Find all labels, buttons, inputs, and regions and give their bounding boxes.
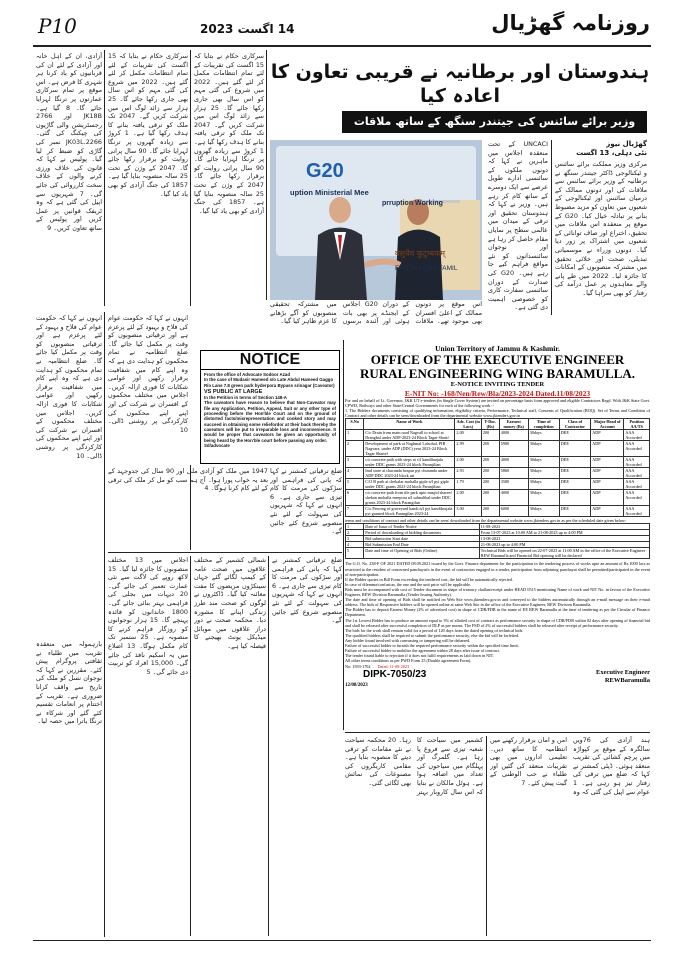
tender-table-cell: AAA Accorded [624,441,650,457]
tender-table-cell: Development of park at Naghmal Lalsohal, PIR Nagvara, under ADP (DDC) year 2023-24 Block Tagar Sharief [364,441,455,457]
col-header: Earnest money (Rs) [499,419,528,430]
schedule-cell: 11-08-2023 [479,524,649,530]
schedule-cell: Date and time of Opening of Bids (Online) [364,548,480,559]
news-photo [270,140,482,300]
tender-table-cell: 3.00 [455,506,481,517]
tender-table-cell: C/o Fencing of graveyard kandi n/l pyi kandiborjala pyi granted block Parangilan 2023-24 [364,506,455,517]
notice-vs: VS PUBLIC AT LARGE [204,388,263,395]
tender-condition: The 1st Lowest Bidder has to produce an amount equal to 3% of allotted cost of contract as performance security in shape of CDR/FDR within 02 days after opening of financial bid and shall be released after successful completion of DLP as per norms. The FSD of 2% of successful bidders shall be released after receipt of performance security. [345,617,650,628]
tender-table-cell: AAA Accorded [624,468,650,479]
article-column: UNCACI کے تحت منعقدہ اجلاس میں ماہرین نے کہا کہ دونوں ملکوں کے سائنسی ادارے طویل عرصے سے ایک دوسرے کے ساتھ کام کر رہے ہیں۔ وزیر نے کہا کہ ہندوستان تحقیق اور ترقی کے میدان میں عالمی سطح پر نمایاں مقام حاصل کر رہا ہے اور نوجوان سائنسدانوں کو نئے مواقع فراہم کیے جا رہے ہیں۔ G20 کی صدارت کے دوران سائنسی سفارت کاری کو خصوصی اہمیت دی گئی ہے۔ [488,140,548,312]
tender-table-cell: 2.00 [455,490,481,506]
photo-banner-text: G20 [306,160,344,182]
tender-table-row [346,490,650,506]
tender-table-cell: ADP [591,430,624,441]
tender-table-row [346,441,650,457]
tender-condition: The G.O. No. 238-F OF 2021 DATED 08.09.2021 issued by the Govt. Finance department for the participation in the tendering process of works upto an amount of Rs.1000 lacs as restricted to the resident of concerned panchayat/s in the event of contractors engaged in a tender, participation from adjoining panchayat shall be permitted/participated in the event of non-participation. [345,561,650,577]
tender-table-cell: DEE [559,430,590,441]
col-header: Adv. Cost (in Lacs) [456,419,480,430]
article-column: 1947 میں ملک کو آزادی ملی اور 90 سال کی جدوجہد کے بعد یہ خواب پورا ہوا۔ آج ہم سب کو مل کر ملک کی ترقی کے لئے کام کرنا ہوگا۔ 4 [108,467,268,493]
tender-condition: Failure of successful bidder to furnish the required performance security within the specified time limit. [345,642,519,648]
schedule-table [345,523,650,559]
tender-table-cell: 2 [346,441,364,457]
tender-enit-no: E-NIT No: -168/Nen/Rew/Bla/2023-2024 Dated.11/08/2023 [404,389,591,398]
schedule-cell: Period of downloading of bidding documents [364,530,480,536]
lead-subhead: وزیر برائے سائنس کی جیتندر سنگھ کے ساتھ ملاقات [353,115,636,128]
column-divider [104,312,105,937]
tender-table-cell: 6 [346,490,364,506]
tender-table-row [346,479,650,490]
tender-office-2: RURAL ENGINEERING WING BARAMULLA. [360,366,635,381]
notice-petition: In the Petition in terms of Section 148-A [204,395,287,401]
tender-table-cell: 200 [481,441,499,457]
col-header: Position AA/TS [624,419,650,430]
tender-intro: For and on behalf of Lt. Governor, J&K UT e-tenders (in Single Cover System) are invited on percentage basis from approved and eligible Contractors Regd. With J&K State Govt. CPWD, Railways and other State/Central Governments for each of the following work :- [345,398,650,409]
notice-from: From the office of Advocate Sodoor Azad [204,372,291,377]
column-divider [266,50,267,300]
article-column: بارہمولہ میں منعقدہ تقریب میں طلباء نے ثقافتی پروگرام پیش کئے۔ مقررین نے کہا کہ نوجوان نسل کو ملک کی تاریخ سے واقف کرانا ضروری ہے۔ تقریب کے اختتام پر انعامات تقسیم کئے گئے اور شرکاء نے ترنگا یاترا میں حصہ لیا۔ [36,640,102,726]
article-column: سرکاری حکام نے بتایا کہ 15 اگست کی تقریبات کے لئے تمام انتظامات مکمل کر لئے گئے ہیں۔ 2022 میں شروع کی گئی مہم کو اس سال بھی جاری رکھا جائے گا۔ 25 ہزار سے زائد لوگ اس میں شرکت کریں گے۔ 2047 تک ملک کو ترقی یافتہ بنانے کا ہدف رکھا گیا ہے۔ 1 کروڑ سے زیادہ گھروں پر ترنگا لہرایا جائے گا۔ 90 سال پرانی روایت کو برقرار رکھا جائے گا۔ 2047 کے وژن کے تحت 25 سالہ منصوبہ بنایا گیا ہے۔ 1857 کی جنگ آزادی کو بھی یاد کیا گیا۔ [108,52,188,198]
tender-table-cell: 200 [481,468,499,479]
tender-table-cell: ADP [591,479,624,490]
tender-table-cell: 2.93 [455,468,481,479]
tender-table-cell: 1.79 [455,479,481,490]
tender-condition: All other terms conditions as per PWD Form 25 (Double agreement Form). [345,658,472,664]
dateline-place: نئی دہلی، 13 اگست [576,149,647,157]
tender-table-cell: 30days [528,457,559,468]
tender-table-cell: AAA Accorded [624,506,650,517]
tender-table-cell: 30days [528,441,559,457]
tender-condition: The bids for the work shall remain valid for a period of 120 days from the dated opening of technical bids. [345,627,524,633]
column-divider [486,736,487,936]
tender-table-cell: 2.99 [455,441,481,457]
footer-rule [33,940,651,941]
schedule-cell: Technical Bids will be opened on 22-07-2023 at 11:00 AM in the office of the Executive Engineer REW Baramulla and Financial Bid opening will be declared [479,548,649,559]
column-divider [190,556,191,936]
tender-table-cell: c/o concrete path from tile park upto masjid shareef shekan mohalla meepora n/l sahnalibal under DDC grants 2023-24 block Parangilan [364,490,455,506]
schedule-cell: 13-08-2023 [479,536,649,542]
tender-table-cell: 5 [346,479,364,490]
tender-condition: If the Bidder quotes in Bill Form exceeding the tendered cost, the bid will be automatically rejected. [345,576,513,582]
subhead-banner [342,111,647,133]
tender-note: terms and conditions of contract and other details can be seen/ downloaded from the departmental website www.jktenders.gov.in as per the scheduled date given below: [345,518,627,524]
tender-condition: The date and time of opening of Bids shall be notified on Web Site www.jktenders.gov.in and conveyed to the bidders automatically through an e-mail message on their e-mail address. The bids of Responsive bidders will be opened online at same Web Site in the office of the Executive Engineer, REW Division Baramulla. [345,597,650,608]
article-column: ہند آزادی کی 76ویں سالگرہ کے موقع پر کپواڑہ میں پرچم کشائی کی تقریب منعقد ہوئی۔ ڈپٹی کمشنر نے کہا کہ ضلع میں ترقی کی رفتار تیز ہو رہی ہے۔ 1 عوام سے اپیل کی گئی کہ وہ امن و امان برقرار رکھنے میں انتظامیہ کا ساتھ دیں۔ تعلیمی اداروں میں بھی تقریبات منعقد کی گئیں اور طلباء نے حب الوطنی کے گیت پیش کئے۔ 7 [490,736,650,796]
tender-condition: Any bidder found involved with canvassing or tampering will be debarred. [345,637,471,643]
tender-conditions [345,561,650,663]
photo-footer-text: EARTH • ONE FAMIL [395,265,458,272]
tender-einit: E-NOTICE INVITING TENDER [450,381,545,388]
tender-table-cell: 2.00 [455,430,481,441]
schedule-cell: 21-08-2023 up to 4:00 PM [479,542,649,548]
tender-table-cell: DEE [559,468,590,479]
tender-bottom-date: 12/08/2023 [345,683,368,689]
schedule-cell: 3 [346,536,364,542]
tender-table-cell: 200 [481,506,499,517]
tender-table-cell: AAA Accorded [624,457,650,468]
legal-notice [200,350,340,464]
schedule-row [346,548,650,559]
schedule-cell: 5 [346,548,364,559]
tender-table-cell: C/O B path at chekalar mohalla giple n/l pyi giple under DDC grants 2023-24 block Paranjilian [364,479,455,490]
col-header: S.No [346,419,364,430]
paper-name: روزنامہ گھڑیال [491,11,650,35]
tender-table-cell: 30days [528,490,559,506]
tender-table-header [346,419,650,430]
tender-table-cell: 200 [481,430,499,441]
tender-table-row [346,468,650,479]
article-column: انہوں نے کہا کہ حکومت عوام کی فلاح و بہبود کے لئے پرعزم ہے اور ترقیاتی منصوبوں کو وقت پر مکمل کیا جائے گا۔ ضلع انتظامیہ نے تمام محکموں کو ہدایت دی ہے کہ وہ اپنے کام میں شفافیت برقرار رکھیں اور عوامی شکایات کا فوری ازالہ کریں۔ اجلاس میں مختلف محکموں کے افسران نے شرکت کی اور اپنے اپنے محکموں کی کارکردگی پر روشنی ڈالی۔ 10 [108,314,188,434]
tender-table-cell: DEE [559,490,590,506]
tender-office-1: OFFICE OF THE EXECUTIVE ENGINEER [370,352,625,367]
schedule-cell: 4 [346,542,364,548]
col-header: Class of Contractor [559,419,590,430]
article-column: اجلاس میں 13 مختلف منصوبوں کا جائزہ لیا گیا۔ 15 لاکھ روپے کی لاگت سے نئی عمارت تعمیر کی جائے گی۔ 20 دیہات میں بجلی کی فراہمی بہتر بنائی جائے گی۔ 1800 خاندانوں کو فائدہ پہنچے گا۔ 15 ہزار نوجوانوں کو روزگار فراہم کرنے کا منصوبہ ہے۔ 25 ستمبر تک کام مکمل ہوگا۔ 13 اضلاع میں یہ اسکیم نافذ کی جائے گی۔ 15,000 افراد کو تربیت دی جائے گی۔ 5 [108,556,188,676]
tender-table-cell: 2.00 [455,457,481,468]
tender-table-cell: 4000 [499,457,528,468]
tender-table-cell: AAA Accorded [624,490,650,506]
photo-under-text: اس موقع پر دونوں ممالک کے اعلیٰ افسران بھی موجود تھے۔ ملاقات کے دوران G20 اجلاس کے ایجنڈے پر بھی بات ہوئی اور آئندہ برسوں میں مشترکہ تحقیقی منصوبوں کو آگے بڑھانے کا عزم ظاہر کیا گیا۔ [270,300,482,326]
tender-condition: Bids must be accompanied with cost of Tender document in shape of treasury challan/receipt under HEAD 0515 mentioning Name of work and NIT No. in favour of the Executive Engineer, REW Division Baramulla (Tender Issuing Authority). [345,586,650,598]
article-column: ضلع ترقیاتی کمشنر نے کہا کہ پانی کی فراہمی اور سڑکوں کی مرمت کا کام تیزی سے جاری ہے۔ 6 انہوں نے کہا کہ شہریوں کی سہولت کے لئے نئے منصوبے شروع کئے جائیں گے۔ [270,467,342,536]
schedule-cell: Bid Submission End Date [364,542,480,548]
section-rule [108,552,342,553]
tender-table-cell: 5860 [499,468,528,479]
tender-table-cell: C/o Drain from main road Nagvall to school at Drangbal under ADP-2023-24 Block Tagar Sharif [364,430,455,441]
tender-table-cell: AAA Accorded [624,430,650,441]
tender-table-cell: 30days [528,506,559,517]
column-divider [104,50,105,306]
signature-office: REWBaramulla [604,677,650,685]
schedule-cell: From 13-07-2023 at 10:00 AM to 21-08-2023 up to 4:00 PM [479,530,649,536]
tender-condition: The tender found liable to rejection if it does not fulfil requirements as laid down in NIT. [345,653,494,659]
column-divider [343,340,344,730]
col-header: Time of completion [528,419,559,430]
tender-table-cell: DEE [559,506,590,517]
article-column: مرکزی وزیر مملکت برائے سائنس و ٹیکنالوجی ڈاکٹر جیتندر سنگھ نے برطانیہ کے وزیر برائے سائنس سے ملاقات کی اور دونوں ممالک کے درمیان سائنس اور ٹیکنالوجی کے شعبوں میں تعاون کو مزید مضبوط بنانے پر تبادلہ خیال کیا۔ G20 کے موقع پر منعقدہ اس ملاقات میں تحقیق، اختراع اور صاف توانائی کے شعبوں میں اشتراک پر زور دیا گیا۔ دونوں وزراء نے موسمیاتی تبدیلی، صحت اور خلائی تحقیق میں مشترکہ منصوبوں کے امکانات کا جائزہ لیا۔ 2022 میں طے پانے والے معاہدوں پر عمل درآمد کی رفتار کو بھی سراہا گیا۔ [555,160,647,297]
photo-illustration [270,140,482,300]
tender-table-cell: 30days [528,479,559,490]
tender-table-row [346,430,650,441]
article-column: شمالی کشمیر کے مختلف علاقوں میں صحت عامہ کے کیمپ لگائے گئے جہاں سینکڑوں مریضوں کا مفت معائنہ کیا گیا۔ ڈاکٹروں نے لوگوں کو صحت مند طرز زندگی اپنانے کا مشورہ دیا۔ محکمہ صحت نے دور دراز علاقوں میں موبائل میڈیکل یونٹ بھیجنے کا فیصلہ کیا ہے۔ [194,556,266,650]
tender-table-cell: 3580 [499,479,528,490]
tender-table-cell: DEE [559,457,590,468]
col-header: Major Head of Account [591,419,624,430]
col-header: T-Doc. (Rs) [481,419,499,430]
signature-title: Executive Engineer [596,669,650,677]
masthead-rule [33,45,651,47]
tender-no-line: No: 1593-1702 [345,664,371,670]
schedule-cell: Bid submission Start date [364,536,480,542]
photo-hindi-text: वसुधैव कुटुम्बकम् [395,249,446,258]
photo-caption-2: prruption Working [382,200,443,207]
tender-table-cell: 4 [346,468,364,479]
tender-table-cell: DEE [559,441,590,457]
schedule-cell: Date of Issue of Tender Notice [364,524,480,530]
tender-condition: The qualified bidders shall be required to submit the performance security, else the bid will be forfeited. [345,632,520,638]
notice-title: NOTICE [201,351,339,370]
tender-table-cell: ADP [591,506,624,517]
tender-table-row [346,457,650,468]
col-header: Name of Work [364,419,455,430]
tender-table-cell: 30days [528,430,559,441]
page-number: P10 [38,14,77,38]
notice-sign: Sd/advocate [204,442,230,448]
section-rule [345,732,650,733]
tender-table-cell: ADP [591,490,624,506]
photo-caption-1: uption Ministerial Mee [290,188,369,197]
tender-table-cell: 200 [481,457,499,468]
tender-table-cell: ADP [591,468,624,479]
issue-date: 14 اگست 2023 [200,22,295,36]
tender-table-cell: 5980 [499,441,528,457]
column-divider [190,50,191,306]
schedule-cell: 2 [346,530,364,536]
tender-notice [345,344,650,695]
article-column: ضلع ترقیاتی کمشنر نے کہا کہ پانی کی فراہمی اور سڑکوں کی مرمت کا کام تیزی سے جاری ہے۔ 6 انہوں نے کہا کہ شہریوں کی سہولت کے لئے نئے منصوبے شروع کئے جائیں گے۔ [272,556,342,625]
tender-table-cell: DEE [559,479,590,490]
notice-body: The caveators have reason to believe that Non-Caveator may file any Application, Petition, Appeal, Suit or any other type of proceeding before the Hon'ble Court and on the ground of distorted facts/misrepresentation and cooked story and may succeed in obtaining some reliefordor at their back thereby the caveators will be put to irreparable loss and inconvenience. It would be proper that caveators be given an opportunity of being heard by the Hon'ble court before passing any order. [204,400,336,443]
tender-table [345,418,650,517]
article-column: آزادی، ان کے اہل خانہ اور آزادی کے لئے ان کی قربانیوں کو یاد کرنا ہر شہری کا فرض ہے۔ اس موقع پر تمام سرکاری عمارتوں پر ترنگا لہرایا جائے گا۔ 8 گیا ہے۔ JK18B اور 2766 رجسٹریشن والی گاڑیوں کی چیکنگ کی گئی۔ 2266.JK03L نمبر کی گاڑی کو ضبط کر لیا گیا۔ پولیس نے کہا کہ قانون کی خلاف ورزی کرنے والوں کے خلاف سخت کارروائی کی جائے گی۔ 7 شہریوں سے اپیل کی گئی ہے کہ وہ ٹریفک قوانین پر عمل کریں اور پولیس کے ساتھ تعاون کریں۔ 9 [36,52,102,232]
lead-headline: ہندوستان اور برطانیہ نے قریبی تعاون کا اعادہ کیا [270,61,650,107]
article-column: انہوں نے کہا کہ حکومت عوام کی فلاح و بہبود کے لئے پرعزم ہے اور ترقیاتی منصوبوں کو وقت پر مکمل کیا جائے گا۔ ضلع انتظامیہ نے تمام محکموں کو ہدایت دی ہے کہ وہ اپنے کام میں شفافیت برقرار رکھیں اور عوامی شکایات کا فوری ازالہ کریں۔ اجلاس میں مختلف محکموں کے افسران نے شرکت کی اور اپنے اپنے محکموں کی کارکردگی پر روشنی ڈالی۔ 10 [36,314,102,460]
tender-table-cell: Imd store at churanda hospur pyi churanda under ADP DDC 2023-24 block uri [364,468,455,479]
column-divider [551,140,552,315]
dipk-code: DIPK-7050/23 [363,669,427,681]
tender-table-cell: 30days [528,468,559,479]
tender-table-cell: ADP [591,441,624,457]
tender-table-cell: 4000 [499,430,528,441]
dateline-source: گھڑیال نیوز [606,140,647,148]
column-divider [268,556,269,936]
tender-table-row [346,506,650,517]
tender-dated-line: Dated: 11-08-2023 [377,664,410,670]
tender-condition: The Bidder has to deposit Earnest Money (2% of advertised cost) in shape of CDR/FDR in the name of EE REW Baramulla at the time of tendering as per the Circular of Finance Department. [345,607,650,618]
tender-table-cell: ADP [591,457,624,468]
tender-intro-2: 1. The Bidders documents consisting of qualifying information, eligibility criteria, Performance, Technical staff, Consents of Qualification (BOQ). Set of Terms and Condition of Contract and other details can be seen/downloaded from the departmental website www.jktenders.gov.in [345,408,650,419]
notice-case: In the case of Mudasir Hameed s/o Late Abdul Hameed Gaggo R/o Lane 7.8 green park hyderpora Bypass srinagar (Caveator) [204,377,335,388]
tender-table-cell: 6000 [499,506,528,517]
tender-table-cell: 1 [346,430,364,441]
tender-table-cell: c/o concrete path with steps at v/l kandibarjala under DDC grants 2023-24 block Paranjilian [364,457,455,468]
tender-table-cell: 3 [346,457,364,468]
schedule-cell: 1 [346,524,364,530]
tender-condition: Failure of successful bidder to mobilise the agreement within 28 days after issue of contract. [345,648,500,654]
tender-condition: In case of dilemma/confusion, the one and the unit price will be applicable. [345,581,472,587]
tender-ut: Union Territory of Jammu & Kashmir. [435,344,560,353]
tender-table-cell: 200 [481,479,499,490]
article-column: سرکاری حکام نے بتایا کہ 15 اگست کی تقریبات کے لئے تمام انتظامات مکمل کر لئے گئے ہیں۔ 2022 میں شروع کی گئی مہم کو اس سال بھی جاری رکھا جائے گا۔ 25 ہزار سے زائد لوگ اس میں شرکت کریں گے۔ 2047 تک ملک کو ترقی یافتہ بنانے کا ہدف رکھا گیا ہے۔ 1 کروڑ سے زیادہ گھروں پر ترنگا لہرایا جائے گا۔ 90 سال پرانی روایت کو برقرار رکھا جائے گا۔ 2047 کے وژن کے تحت 25 سالہ منصوبہ بنایا گیا ہے۔ 1857 کی جنگ آزادی کو بھی یاد کیا گیا۔ [194,52,264,215]
article-column: کشمیر میں سیاحت کا شعبہ تیزی سے فروغ پا رہا ہے۔ گلمرگ اور پہلگام میں سیاحوں کی تعداد میں اضافہ ہوا ہے۔ ہوٹل مالکان نے بتایا کہ اس سال کاروبار بہتر رہا۔ 20 محکمہ سیاحت نے نئے مقامات کو ترقی دینے کا منصوبہ بنایا ہے۔ مقامی کاریگروں کی مصنوعات کی نمائش بھی لگائی گئی۔ [345,736,483,796]
tender-table-cell: 4000 [499,490,528,506]
tender-table-cell: 200 [481,490,499,506]
tender-table-cell: 7 [346,506,364,517]
tender-table-cell: AAA Accorded [624,479,650,490]
